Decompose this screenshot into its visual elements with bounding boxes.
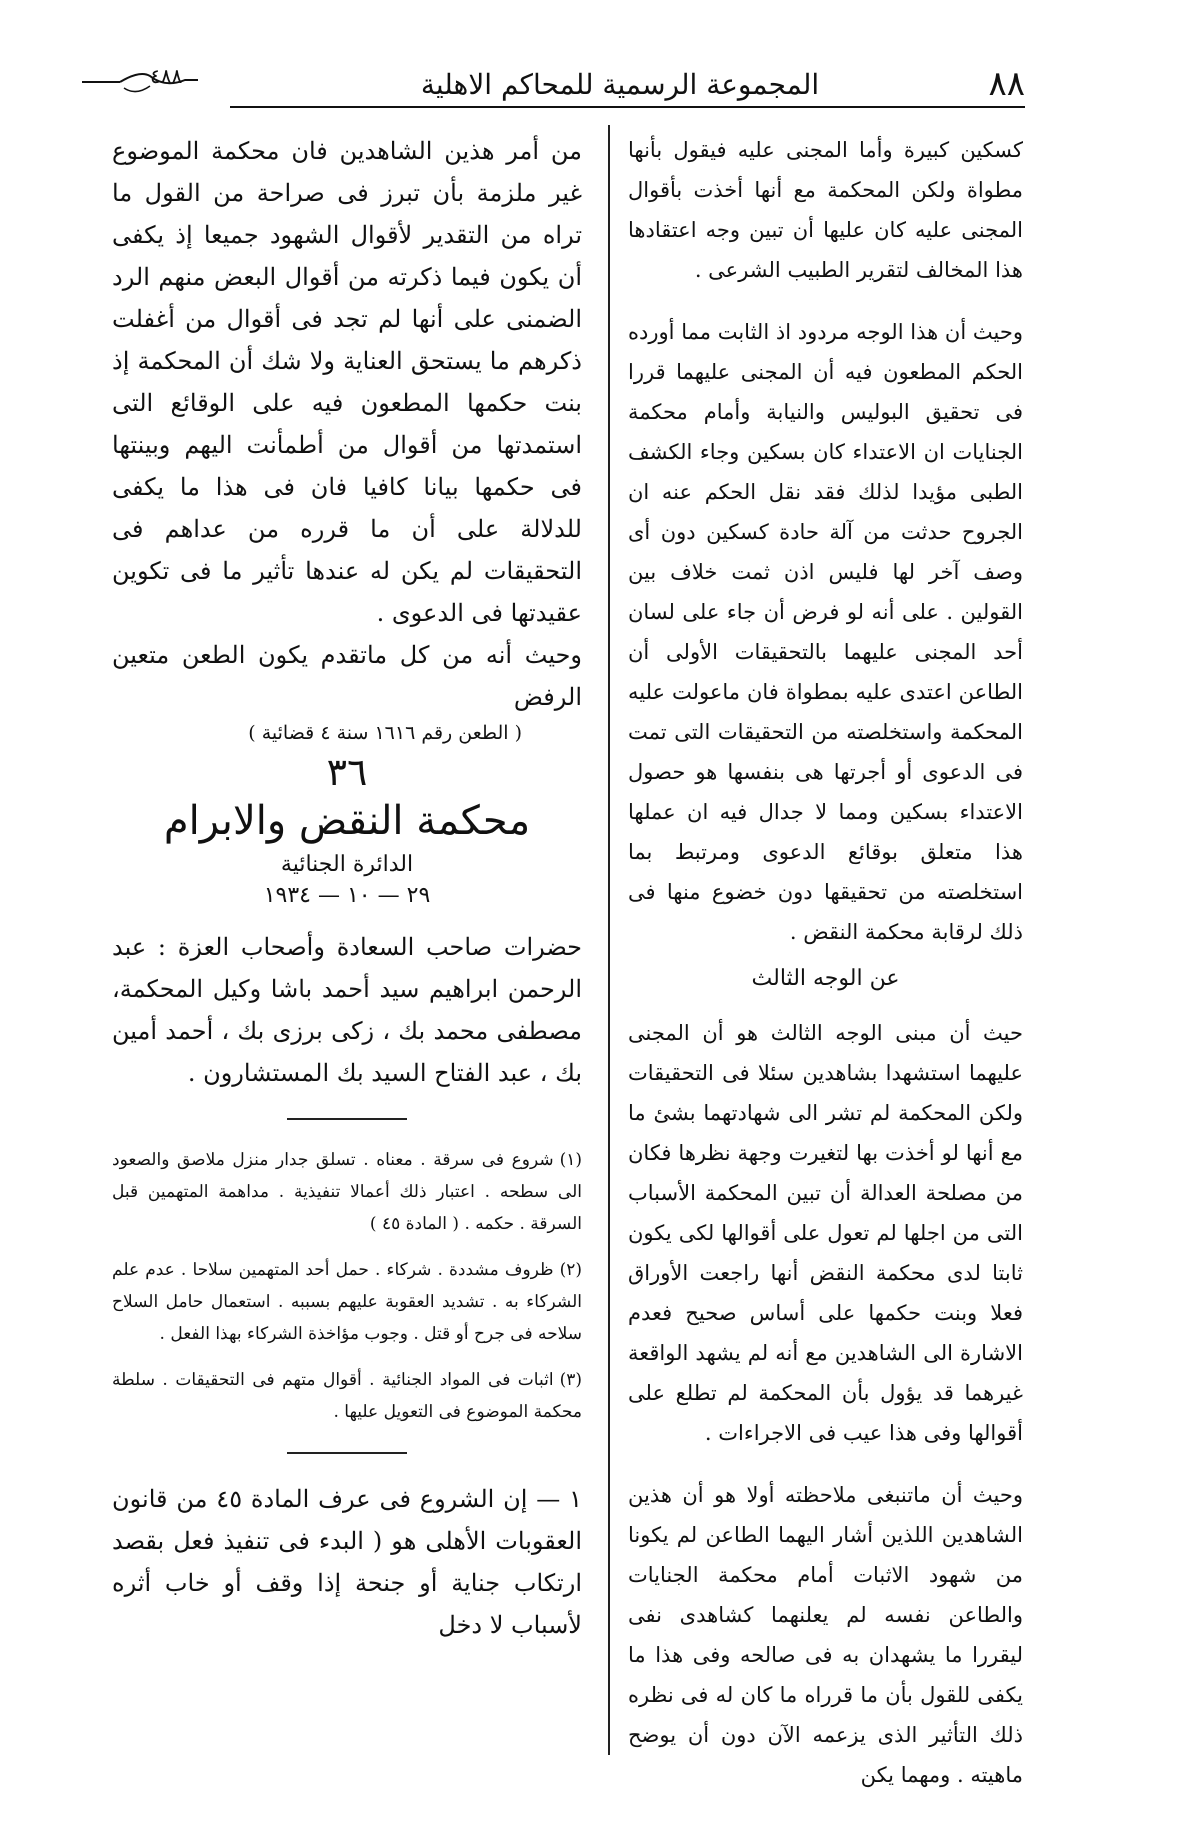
short-rule [287,1452,407,1454]
circuit-name: الدائرة الجنائية [280,852,414,877]
page-number: ٨٨ [988,64,1025,104]
paragraph: كسكين كبيرة وأما المجنى عليه فيقول بأنها مطواة ولكن المحكمة مع أنها أخذت بأقوال المجنى عليه كان عليها أن تبين وجه اعتقادها هذا المخالف لتقرير الطبيب الشرعى . [628,138,1023,282]
paragraph: وحيث أن هذا الوجه مردود اذ الثابت مما أورده الحكم المطعون فيه أن المجنى عليهما قررا فى تحقيق البوليس والنيابة وأمام محكمة الجنايات ان الاعتداء كان بسكين وجاء الكشف الطبى مؤيدا لذلك فقد نقل الحكم عنه ان الجروح حدثت من آلة حادة كسكين دون أى وصف آخر لها فليس اذن ثمت خلاف بين القولين . على أنه لو فرض أن جاء على لسان أحد المجنى عليهما بالتحقيقات الأولى أن الطاعن اعتدى عليه بمطواة فان ماعولت عليه المحكمة واستخلصته من التحقيقات التى تمت فى الدعوى أو أجرتها هى بنفسها هو حصول الاعتداء بسكين ومما لا جدال فيه ان عملها هذا متعلق بوقائع الدعوى ومرتبط بما استخلصته من تحقيقها دون خضوع منها فى ذلك لرقابة محكمة النقض . [628,320,1023,944]
case-reference: ( الطعن رقم ١٦١٦ سنة ٤ قضائية ) [248,722,522,744]
footnote-text: شروع فى سرقة . معناه . تسلق جدار منزل ملاصق والصعود الى سطحه . اعتبار ذلك أعمالا تنفيذية . مداهمة المتهمين قبل السرقة . حكمه . ( المادة ٤٥ ) [112,1150,582,1234]
panel-members: حضرات صاحب السعادة وأصحاب العزة : عبد الرحمن ابراهيم سيد أحمد باشا وكيل المحكمة، مصطفى محمد بك ، زكى برزى بك ، أحمد أمين بك ، عبد الفتاح السيد بك المستشارون . [112,933,582,1087]
ornament-label: ٤٨٨ [150,64,183,88]
left-column [112,130,582,1646]
right-column [628,130,1023,1795]
judgment-date: ٢٩ — ١٠ — ١٩٣٤ [263,883,431,908]
footnote-text: اثبات فى المواد الجنائية . أقوال متهم فى التحقيقات . سلطة محكمة الموضوع فى التعويل عليها . [112,1370,582,1422]
footnote-text: ظروف مشددة . شركاء . حمل أحد المتهمين سلاحا . عدم علم الشركاء به . تشديد العقوبة عليهم بسببه . استعمال حامل السلاح سلاحه فى جرح أو قتل . وجوب مؤاخذة الشركاء بهذا الفعل . [112,1260,582,1344]
spacer [628,290,1023,312]
short-rule [287,1118,407,1120]
paragraph: ١ — إن الشروع فى عرف المادة ٤٥ من قانون العقوبات الأهلى هو ( البدء فى تنفيذ فعل بقصد ارتكاب جناية أو جنحة إذا وقف أو خاب أثره لأسباب لا دخل [112,1485,583,1639]
paragraph: وحيث أن ماتنبغى ملاحظته أولا هو أن هذين الشاهدين اللذين أشار اليهما الطاعن لم يكونا من شهود الاثبات أمام محكمة الجنايات والطاعن نفسه لم يعلنهما كشاهدى نفى ليقررا ما يشهدان به فى صالحه وفى هذا ما يكفى للقول بأن ما قرراه ما كان له فى نظره ذلك التأثير الذى يزعمه الآن دون أن يوضح ماهيته . ومهما يكن [628,1483,1023,1787]
running-title: المجموعة الرسمية للمحاكم الاهلية [420,68,820,101]
case-number: ٣٦ [326,750,368,794]
paragraph: حيث أن مبنى الوجه الثالث هو أن المجنى عليهما استشهدا بشاهدين سئلا فى التحقيقات ولكن المحكمة لم تشر الى شهادتهما بشئ ما مع أنها لو أخذت بها لتغيرت وجهة نظرها فكان من مصلحة العدالة أن تبين المحكمة الأسباب التى من اجلها لم تعول على أقوالها لكى يكون ثابتا لدى محكمة النقض أنها راجعت الأوراق فعلا وبنت حكمها على أساس صحيح فعدم الاشارة الى الشاهدين مع أنه لم يشهد الواقعة غيرهما قد يؤول بأن المحكمة لم تطلع على أقوالها وفى هذا عيب فى الاجراءات . [628,1021,1023,1445]
spacer [628,1453,1023,1475]
paragraph: من أمر هذين الشاهدين فان محكمة الموضوع غير ملزمة بأن تبرز فى صراحة من القول ما تراه من التقدير لأقوال الشهود جميعا إذ يكفى أن يكون فيما ذكرته من أقوال البعض منهم الرد الضمنى على أنها لم تجد فى أقوال من أغفلت ذكرهم ما يستحق العناية ولا شك أن المحكمة إذ بنت حكمها المطعون فيه على الوقائع التى استمدتها من أقوال من أطمأنت اليهم وبينتها فى حكمها بيانا كافيا فان فى هذا ما يكفى للدلالة على أن ما قرره من عداهم فى التحقيقات لم يكن له عندها تأثير ما فى تكوين عقيدتها فى الدعوى . [112,137,582,627]
paragraph: وحيث أنه من كل ماتقدم يكون الطعن متعين الرفض [112,641,582,711]
footnote [112,1364,582,1428]
footnote-number: (٣) [559,1370,582,1390]
page-header [80,62,1025,110]
header-rule [230,106,1025,108]
footnote-number: (٢) [559,1260,582,1280]
footnote-number: (١) [559,1150,582,1170]
footnote [112,1254,582,1350]
section-heading: عن الوجه الثالث [751,966,900,991]
footnote [112,1144,582,1240]
column-divider [608,125,610,1755]
court-name: محكمة النقض والابرام [163,798,531,844]
